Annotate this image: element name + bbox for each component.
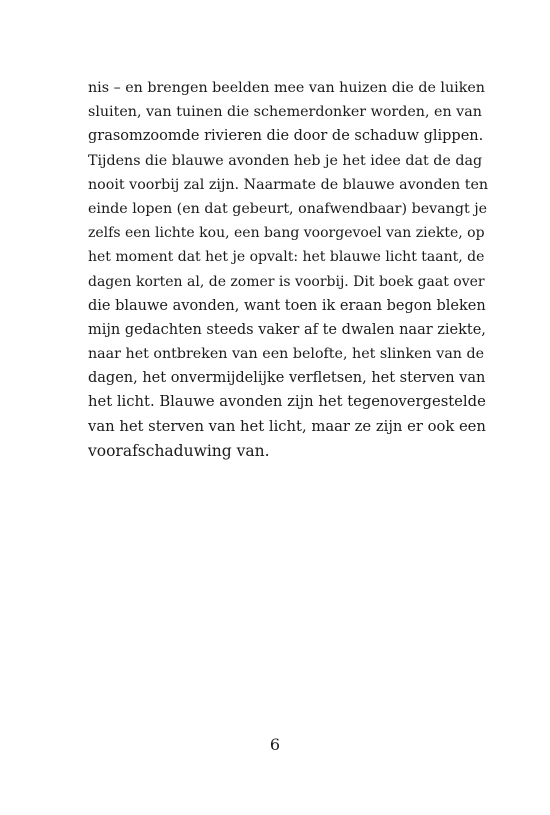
text-line: nooit voorbij zal zijn. Naarmate de blauwe avonden ten [88,176,489,193]
text-line: grasomzoomde rivieren die door de schaduw glippen. [88,128,484,145]
text-line: van het sterven van het licht, maar ze zijn er ook een [88,417,486,435]
text-line: voorafschaduwing van. [88,441,270,460]
text-line: die blauwe avonden, want toen ik eraan begon bleken [88,297,486,314]
text-line: het licht. Blauwe avonden zijn het tegenovergestelde [88,393,486,411]
text-line: dagen korten al, de zomer is voorbij. Dit boek gaat over [88,273,485,290]
text-line: nis – en brengen beelden mee van huizen die de luiken [88,80,485,96]
text-line: sluiten, van tuinen die schemerdonker worden, en van [88,104,482,121]
text-line: naar het ontbreken van een belofte, het slinken van de [88,346,485,363]
text-line: mijn gedachten steeds vaker af te dwalen naar ziekte, [88,321,486,338]
text-line: het moment dat het je opvalt: het blauwe licht taant, de [88,249,485,266]
text-line: dagen, het onvermijdelijke verfletsen, het sterven van [88,370,486,387]
text-line: zelfs een lichte kou, een bang voorgevoel van ziekte, op [88,225,485,242]
text-line: einde lopen (en dat gebeurt, onafwendbaar) bevangt je [88,200,488,217]
text-line: Tijdens die blauwe avonden heb je het idee dat de dag [88,152,483,169]
body-text [88,76,488,463]
page-number: 6 [269,735,281,754]
